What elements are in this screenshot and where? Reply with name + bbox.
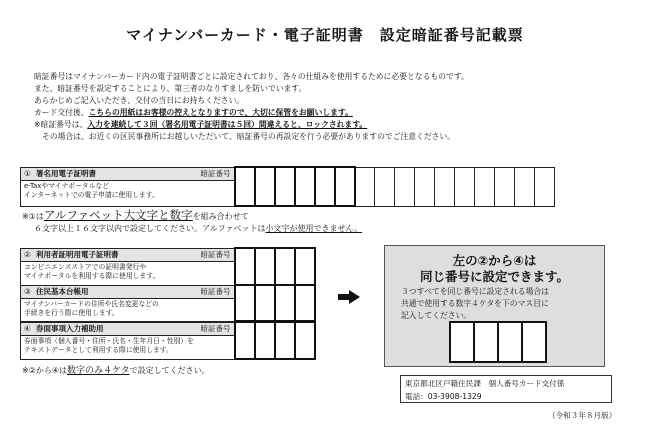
note-2-text: で設定してください。 bbox=[129, 366, 210, 375]
pin-cell-3[interactable] bbox=[275, 167, 295, 206]
section-number: ④ bbox=[24, 324, 31, 333]
note-2 bbox=[22, 363, 210, 376]
pin-cell-4[interactable] bbox=[295, 285, 315, 321]
note-1-prefix: ※①は bbox=[22, 212, 44, 221]
intro-line-3: あらかじめご記入いただき、交付の当日にお持ちください。 bbox=[34, 96, 245, 105]
intro-line-2: また、暗証番号を設定することにより、第三者のなりすましを防いでいます。 bbox=[34, 84, 307, 93]
pin-cell-1[interactable] bbox=[235, 322, 255, 359]
note-1-text-2: ６文字以上１６文字以内で設定してください。アルファベットは bbox=[34, 224, 266, 233]
contact-office: 東京都北区戸籍住民課 個人番号カード交付係 bbox=[405, 379, 565, 388]
panel-text-3: 記入してください。 bbox=[401, 311, 472, 320]
section-number: ① bbox=[24, 169, 31, 178]
note-2-prefix: ※②から④は bbox=[22, 366, 68, 375]
user-cert-label-cell bbox=[21, 248, 235, 261]
section-label: 利用者証明用電子証明書 bbox=[36, 250, 119, 259]
panel-heading-2: 同じ番号に設定できます。 bbox=[419, 269, 569, 284]
pin-cell-16[interactable] bbox=[535, 167, 555, 206]
pin-cell-1[interactable] bbox=[235, 248, 255, 285]
card-info-description bbox=[21, 335, 235, 359]
pin-cell-7[interactable] bbox=[355, 167, 375, 206]
pin-header: 暗証番号 bbox=[200, 250, 231, 259]
lock-warning: 入力を連続して３回（署名用電子証明書は５回）間違えると、ロックされます。 bbox=[87, 120, 368, 129]
description-line: マイナンバーカードの住所や氏名変更などの bbox=[24, 299, 159, 308]
section-label: 住民基本台帳用 bbox=[36, 287, 89, 296]
pin-cell-10[interactable] bbox=[415, 167, 435, 206]
pin-cell-1[interactable] bbox=[235, 167, 255, 206]
section-label: 署名用電子証明書 bbox=[36, 169, 96, 178]
note-1-lowercase-warning: 小文字が使用できません。 bbox=[265, 224, 363, 233]
page-title: マイナンバーカード・電子証明書 設定暗証番号記載票 bbox=[126, 26, 524, 44]
pin-cell-2[interactable] bbox=[255, 248, 275, 285]
note-2-emphasis: 数字のみ４ケタ bbox=[67, 366, 130, 376]
panel-text-1: ３つすべてを同じ番号に設定される場合は bbox=[401, 287, 549, 296]
pin-cell-15[interactable] bbox=[515, 167, 535, 206]
note-1 bbox=[22, 207, 249, 223]
section-number: ③ bbox=[24, 287, 31, 296]
pin-cell-8[interactable] bbox=[375, 167, 395, 206]
pin-cell-3[interactable] bbox=[275, 322, 295, 359]
intro-line-5-prefix: ※暗証番号は、 bbox=[34, 120, 88, 129]
common-pin-cell-2[interactable] bbox=[473, 321, 499, 363]
pin-cell-2[interactable] bbox=[255, 285, 275, 321]
pin-cell-4[interactable] bbox=[295, 167, 315, 206]
description-line: e-Taxやマイナポータルなど bbox=[24, 181, 110, 190]
resident-registry-label-cell bbox=[21, 285, 235, 298]
intro-line-4-prefix: カード交付後、 bbox=[34, 108, 89, 117]
description-line: コンビニエンスストアでの証明書発行や bbox=[24, 262, 147, 271]
signature-description bbox=[21, 180, 235, 206]
resident-registry-pin-table bbox=[20, 284, 316, 322]
user-cert-description bbox=[21, 261, 235, 285]
pin-cell-2[interactable] bbox=[255, 167, 275, 206]
pin-cell-9[interactable] bbox=[395, 167, 415, 206]
edition-label: （令和３年８月版） bbox=[548, 411, 617, 420]
pin-cell-3[interactable] bbox=[275, 248, 295, 285]
common-pin-cell-1[interactable] bbox=[449, 321, 475, 363]
pin-cell-13[interactable] bbox=[475, 167, 495, 206]
intro-text bbox=[34, 71, 469, 143]
common-pin-cell-4[interactable] bbox=[521, 321, 547, 363]
keep-copy-notice: こちらの用紙はお客様の控えとなりますので、大切に保管をお願いします。 bbox=[88, 108, 353, 117]
card-info-pin-table bbox=[20, 321, 316, 360]
card-info-label-cell bbox=[21, 322, 235, 335]
pin-cell-4[interactable] bbox=[295, 322, 315, 359]
right-arrow-icon bbox=[338, 290, 360, 304]
description-line: 券面事項（個人番号・住所・氏名・生年月日・性別）を bbox=[24, 336, 194, 345]
section-label: 券面事項入力補助用 bbox=[36, 324, 104, 333]
note-1-emphasis: アルファベット大文字と数字 bbox=[43, 208, 193, 222]
common-pin-panel bbox=[384, 245, 605, 367]
pin-cell-11[interactable] bbox=[435, 167, 455, 206]
pin-cell-6[interactable] bbox=[335, 167, 355, 206]
note-1-text: を組み合わせて bbox=[192, 212, 249, 221]
description-line: 手続きを行う際に使用します。 bbox=[24, 308, 119, 317]
pin-header: 暗証番号 bbox=[200, 287, 231, 296]
pin-cell-4[interactable] bbox=[295, 248, 315, 285]
contact-phone: 電話：03-3908-1329 bbox=[405, 392, 482, 401]
note-1-line-2 bbox=[34, 223, 362, 234]
resident-registry-description bbox=[21, 298, 235, 321]
signature-label-cell bbox=[21, 167, 235, 180]
common-pin-boxes bbox=[451, 321, 547, 363]
pin-header: 暗証番号 bbox=[200, 169, 231, 178]
pin-cell-3[interactable] bbox=[275, 285, 295, 321]
pin-cell-2[interactable] bbox=[255, 322, 275, 359]
user-cert-pin-table bbox=[20, 247, 316, 286]
description-line: テキストデータとして利用する際に使用します。 bbox=[24, 345, 173, 354]
pin-cell-12[interactable] bbox=[455, 167, 475, 206]
intro-line-1: 暗証番号はマイナンバーカード内の電子証明書ごとに設定されており、各々の仕組みを使用するために必要となるものです。 bbox=[34, 72, 469, 81]
pin-cell-1[interactable] bbox=[235, 285, 255, 321]
description-line: マイナポータルを利用する際に使用します。 bbox=[24, 271, 160, 280]
contact-box bbox=[400, 375, 612, 403]
section-number: ② bbox=[24, 250, 31, 259]
panel-text-2: 共通で使用する数字４ケタを下のマス目に bbox=[401, 299, 549, 308]
pin-cell-14[interactable] bbox=[495, 167, 515, 206]
pin-header: 暗証番号 bbox=[200, 324, 231, 333]
description-line: インターネットでの電子申請に使用します。 bbox=[24, 190, 159, 199]
intro-line-5 bbox=[34, 119, 469, 131]
intro-line-6: その場合は、お近くの区民事務所にお越しいただいて、暗証番号の再設定を行う必要がありますのでご注意ください。 bbox=[42, 132, 456, 141]
common-pin-cell-3[interactable] bbox=[497, 321, 523, 363]
panel-heading-1: 左の②から④は bbox=[452, 253, 537, 268]
intro-line-4 bbox=[34, 107, 469, 119]
pin-cell-5[interactable] bbox=[315, 167, 335, 206]
signature-pin-table bbox=[20, 166, 555, 207]
